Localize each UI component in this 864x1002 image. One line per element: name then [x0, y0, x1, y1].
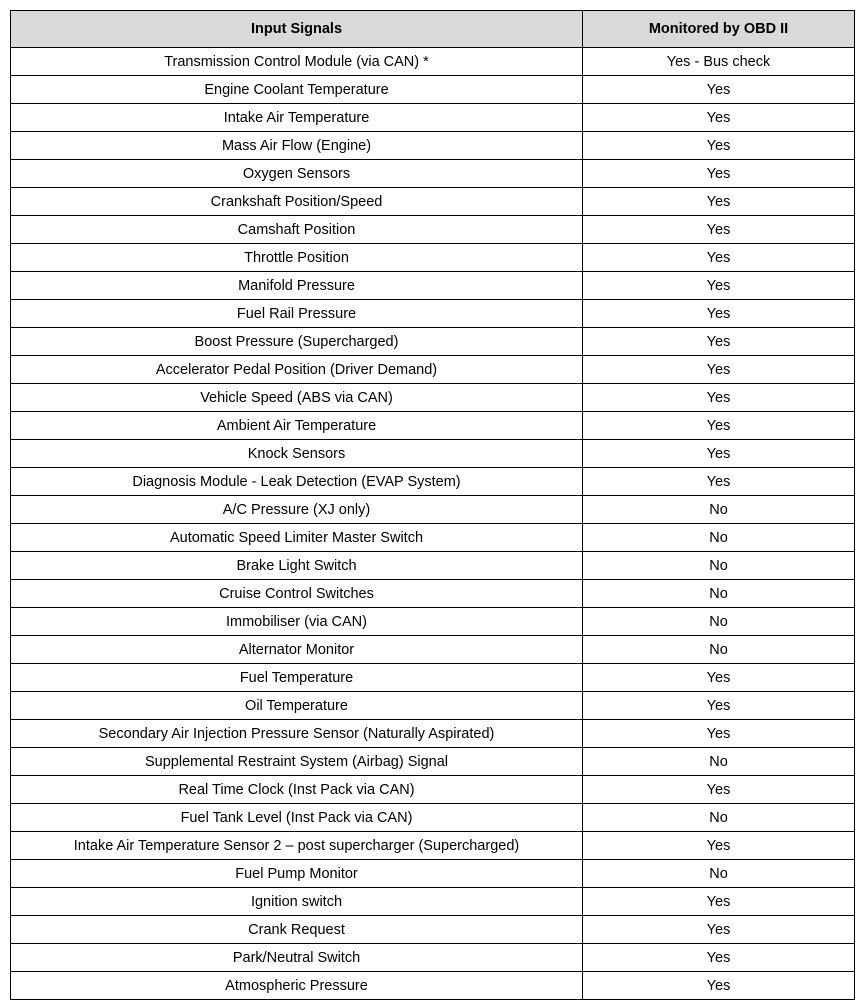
monitored-status-cell: Yes: [583, 76, 855, 104]
monitored-status-cell: No: [583, 748, 855, 776]
table-row: [11, 104, 855, 132]
table-row: [11, 356, 855, 384]
table-row: [11, 692, 855, 720]
table-row: [11, 48, 855, 76]
monitored-status-cell: Yes: [583, 384, 855, 412]
monitored-status-cell: Yes: [583, 272, 855, 300]
monitored-status-cell: Yes: [583, 916, 855, 944]
monitored-status-cell: Yes: [583, 888, 855, 916]
table-row: [11, 776, 855, 804]
input-signal-cell: Boost Pressure (Supercharged): [11, 328, 583, 356]
input-signal-cell: A/C Pressure (XJ only): [11, 496, 583, 524]
signals-table: [10, 10, 855, 1000]
monitored-status-cell: Yes: [583, 832, 855, 860]
table-row: [11, 972, 855, 1000]
table-row: [11, 300, 855, 328]
monitored-status-cell: Yes: [583, 160, 855, 188]
input-signal-cell: Oil Temperature: [11, 692, 583, 720]
input-signal-cell: Crankshaft Position/Speed: [11, 188, 583, 216]
monitored-status-cell: Yes: [583, 972, 855, 1000]
table-row: [11, 132, 855, 160]
table-row: [11, 440, 855, 468]
table-row: [11, 272, 855, 300]
input-signal-cell: Diagnosis Module - Leak Detection (EVAP System): [11, 468, 583, 496]
monitored-status-cell: Yes: [583, 720, 855, 748]
table-row: [11, 384, 855, 412]
table-row: [11, 160, 855, 188]
table-row: [11, 860, 855, 888]
input-signal-cell: Real Time Clock (Inst Pack via CAN): [11, 776, 583, 804]
monitored-status-cell: Yes - Bus check: [583, 48, 855, 76]
input-signal-cell: Ambient Air Temperature: [11, 412, 583, 440]
table-row: [11, 244, 855, 272]
table-row: [11, 888, 855, 916]
input-signal-cell: Automatic Speed Limiter Master Switch: [11, 524, 583, 552]
input-signal-cell: Alternator Monitor: [11, 636, 583, 664]
monitored-status-cell: Yes: [583, 776, 855, 804]
input-signal-cell: Immobiliser (via CAN): [11, 608, 583, 636]
monitored-status-cell: Yes: [583, 188, 855, 216]
table-row: [11, 412, 855, 440]
table-row: [11, 580, 855, 608]
table-row: [11, 664, 855, 692]
input-signal-cell: Ignition switch: [11, 888, 583, 916]
table-row: [11, 496, 855, 524]
monitored-status-cell: No: [583, 496, 855, 524]
monitored-status-cell: No: [583, 636, 855, 664]
monitored-status-cell: No: [583, 580, 855, 608]
table-row: [11, 944, 855, 972]
table-row: [11, 524, 855, 552]
table-row: [11, 916, 855, 944]
header-row: [11, 11, 855, 48]
header-input-signals: Input Signals: [11, 11, 583, 48]
monitored-status-cell: Yes: [583, 664, 855, 692]
monitored-status-cell: Yes: [583, 412, 855, 440]
monitored-status-cell: Yes: [583, 692, 855, 720]
monitored-status-cell: Yes: [583, 356, 855, 384]
input-signal-cell: Crank Request: [11, 916, 583, 944]
monitored-status-cell: Yes: [583, 944, 855, 972]
table-row: [11, 804, 855, 832]
input-signal-cell: Supplemental Restraint System (Airbag) Signal: [11, 748, 583, 776]
table-row: [11, 748, 855, 776]
monitored-status-cell: Yes: [583, 132, 855, 160]
table-row: [11, 188, 855, 216]
monitored-status-cell: No: [583, 608, 855, 636]
table-row: [11, 468, 855, 496]
table-row: [11, 328, 855, 356]
table-header: [11, 11, 855, 48]
table-row: [11, 552, 855, 580]
table-row: [11, 608, 855, 636]
monitored-status-cell: No: [583, 524, 855, 552]
input-signal-cell: Fuel Tank Level (Inst Pack via CAN): [11, 804, 583, 832]
input-signal-cell: Manifold Pressure: [11, 272, 583, 300]
input-signal-cell: Mass Air Flow (Engine): [11, 132, 583, 160]
monitored-status-cell: Yes: [583, 104, 855, 132]
table-row: [11, 832, 855, 860]
monitored-status-cell: Yes: [583, 216, 855, 244]
input-signal-cell: Vehicle Speed (ABS via CAN): [11, 384, 583, 412]
input-signal-cell: Fuel Pump Monitor: [11, 860, 583, 888]
table-row: [11, 636, 855, 664]
input-signal-cell: Accelerator Pedal Position (Driver Demand): [11, 356, 583, 384]
input-signal-cell: Intake Air Temperature Sensor 2 – post supercharger (Supercharged): [11, 832, 583, 860]
input-signal-cell: Intake Air Temperature: [11, 104, 583, 132]
input-signal-cell: Fuel Temperature: [11, 664, 583, 692]
input-signal-cell: Camshaft Position: [11, 216, 583, 244]
monitored-status-cell: Yes: [583, 440, 855, 468]
monitored-status-cell: No: [583, 552, 855, 580]
monitored-status-cell: Yes: [583, 300, 855, 328]
input-signal-cell: Brake Light Switch: [11, 552, 583, 580]
input-signal-cell: Fuel Rail Pressure: [11, 300, 583, 328]
table-row: [11, 216, 855, 244]
monitored-status-cell: Yes: [583, 328, 855, 356]
monitored-status-cell: No: [583, 804, 855, 832]
table-body: [11, 48, 855, 1000]
input-signal-cell: Atmospheric Pressure: [11, 972, 583, 1000]
input-signal-cell: Transmission Control Module (via CAN) *: [11, 48, 583, 76]
monitored-status-cell: Yes: [583, 468, 855, 496]
input-signal-cell: Throttle Position: [11, 244, 583, 272]
input-signal-cell: Secondary Air Injection Pressure Sensor (Naturally Aspirated): [11, 720, 583, 748]
input-signal-cell: Park/Neutral Switch: [11, 944, 583, 972]
monitored-status-cell: No: [583, 860, 855, 888]
table-row: [11, 720, 855, 748]
input-signal-cell: Knock Sensors: [11, 440, 583, 468]
input-signal-cell: Cruise Control Switches: [11, 580, 583, 608]
input-signal-cell: Engine Coolant Temperature: [11, 76, 583, 104]
header-monitored-by-obd: Monitored by OBD II: [583, 11, 855, 48]
monitored-status-cell: Yes: [583, 244, 855, 272]
table-row: [11, 76, 855, 104]
input-signal-cell: Oxygen Sensors: [11, 160, 583, 188]
